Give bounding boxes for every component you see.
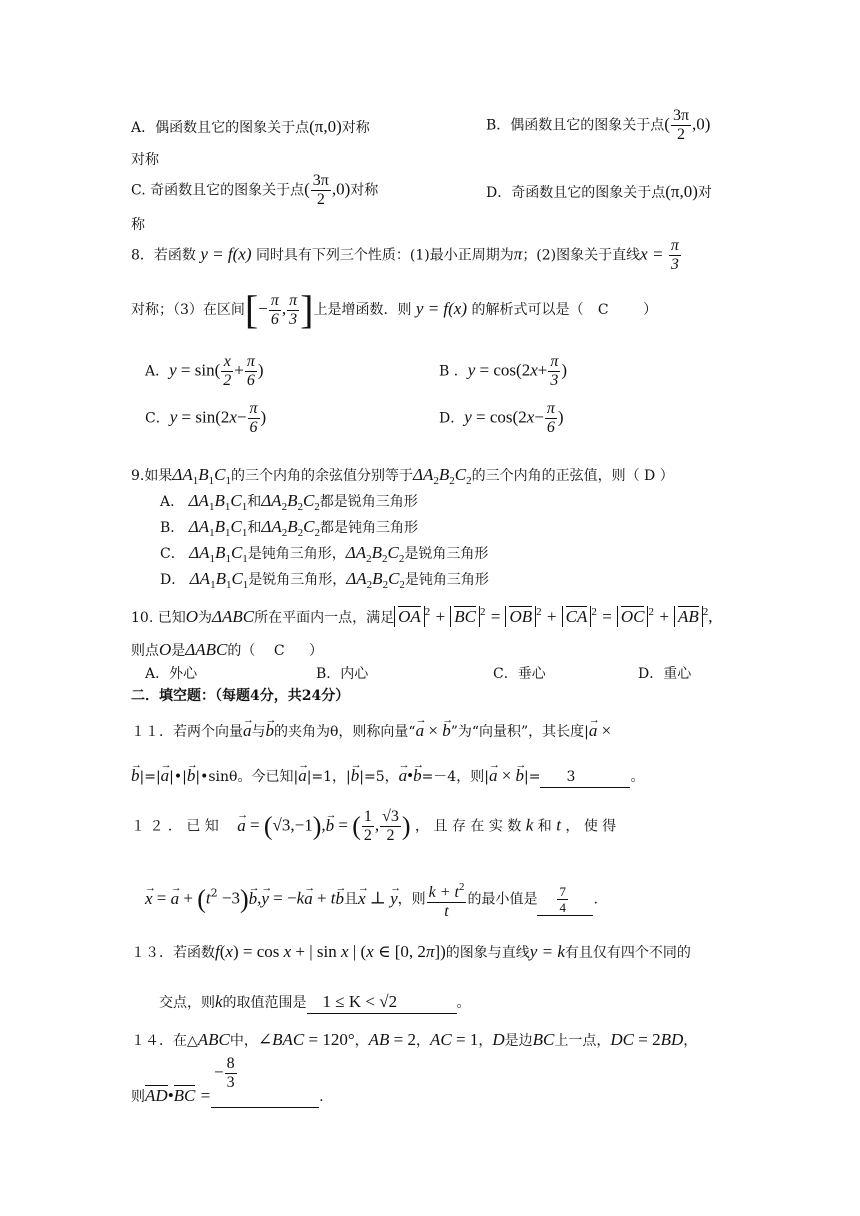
q7-option-c: C. 奇函数且它的图象关于点( $\frac{3\pi}{2}$ ,0)对称: [131, 172, 379, 208]
q7-option-b: B．偶函数且它的图象关于点( $\frac{3\pi}{2}$ ,0): [486, 107, 711, 143]
q9-option-c: C． $\Delta A_1B_1C_1$是钝角三角形，$\Delta A_2B_2C_2$是锐角三角形: [160, 543, 489, 565]
q8-stem-line1: 8．若函数 y = f(x) 同时具有下列三个性质：(1)最小正周期为π；(2)图象关于直线x = $\frac{\pi}{3}$: [131, 237, 679, 273]
q9-option-b: B． $\Delta A_1B_1C_1$和$\Delta A_2B_2C_2$都是钝角三角形: [160, 517, 418, 539]
q12-answer-numerator: 7: [559, 884, 566, 899]
q7-option-d-wrap: 称: [131, 217, 145, 233]
q10-stem-line2: 则点O是ΔABC的（ C ）: [131, 640, 323, 659]
q9-answer: D: [644, 468, 656, 484]
q7-option-d: D．奇函数且它的图象关于点(π,0)对: [486, 182, 712, 201]
section-title: 二．填空题：（每题4分，共24分）: [131, 688, 350, 704]
q11-answer: 3: [566, 769, 576, 785]
q14-answer: − $\frac{8}{3}$: [214, 1055, 235, 1091]
q13-stem-line1: １３．若函数f(x) = cos x + | sin x | (x ∈ [0, 2π])的图象与直线y = k有且仅有四个不同的: [131, 942, 691, 961]
q14-stem-line2: 则AD•BC = .: [131, 1085, 324, 1108]
q8-option-d: D．y = cos(2x− $\frac{\pi}{6}$ ): [439, 400, 564, 436]
q9-option-a: A． $\Delta A_1B_1C_1$和$\Delta A_2B_2C_2$都是锐角三角形: [160, 491, 418, 513]
q14-stem-line1: １４．在△ABC中，∠BAC = 120°，AB = 2，AC = 1，D是边BC上一点，DC = 2BD，: [131, 1030, 698, 1049]
q13-answer: 1 ≤ K < √2: [322, 992, 398, 1011]
q12-answer-denominator: 4: [559, 900, 566, 915]
q8-option-a: A．y = sin( $\frac{x}{2}$ + $\frac{\pi}{6}$ ): [145, 353, 264, 389]
q11-stem-line1: １１．若两个向量→ a与→ b的夹角为θ，则称向量“→ a × → b”为“向量积”，其长度|→ a ×: [131, 721, 611, 742]
q8-option-b: B ．y = cos(2x+ $\frac{\pi}{3}$ ): [439, 353, 568, 389]
q10-option-b: B．内心: [316, 666, 369, 682]
q9-stem: 9.如果$\Delta A_1B_1C_1$的三个内角的余弦值分别等于$\Delta A_2B_2C_2$的三个内角的正弦值，则（ D ）: [131, 465, 674, 487]
q10-option-a: A．外心: [145, 666, 198, 682]
q10-answer: C: [273, 643, 285, 659]
q13-stem-line2: 交点，则k的取值范围是 1 ≤ K < √2 。: [159, 992, 471, 1014]
q9-option-d: D． $\Delta A_1B_1C_1$是锐角三角形，$\Delta A_2B_2C_2$是钝角三角形: [160, 569, 489, 591]
q12-stem-line2: → x = → $a + (t^2 -3)\to b,\to y = -k\to a + t\to b$且→ x ⊥ → y，则 $\frac{k + t^2}{t}$ 的最小值是 $\frac{7}{4}$ .: [145, 878, 598, 922]
q8-stem-line2: 对称；（3）在区间[− $\frac{\pi}{6}$ , $\frac{\pi}{3}$ ]上是增函数．则 y = f(x) 的解析式可以是（ C ）: [131, 287, 658, 332]
q11-stem-line2: → b|=|→ a|•|→ b|•sinθ。今已知|→ a|=1，|→ b|=5，→ a•→ b=－4，则|→ a × → b|= 3 。: [131, 766, 644, 788]
q10-stem-line1: 10. 已知O为ΔABC所在平面内一点，满足 OA $^2$ + BC $^2$ = OB $^2$ + CA $^2$ = OC $^2$ + AB $^2$,: [131, 606, 713, 626]
q10-option-c: C．垂心: [493, 666, 546, 682]
q7-option-a: A．偶函数且它的图象关于点(π,0)对称: [131, 117, 370, 136]
q12-stem-line1: １ ２ ． 已 知 → a = (√3,−1),→ b = ( $\frac{1}{2}$ , $\frac{√3}{2}$ ) ， 且 存 在 实 数 k 和 t ， 使 得: [131, 808, 731, 856]
q8-answer: C: [597, 302, 609, 318]
q10-option-d: D．重心: [638, 666, 692, 682]
q7-option-b-wrap: 对称: [131, 152, 159, 168]
q8-option-c: C．y = sin(2x− $\frac{\pi}{6}$ ): [145, 400, 267, 436]
